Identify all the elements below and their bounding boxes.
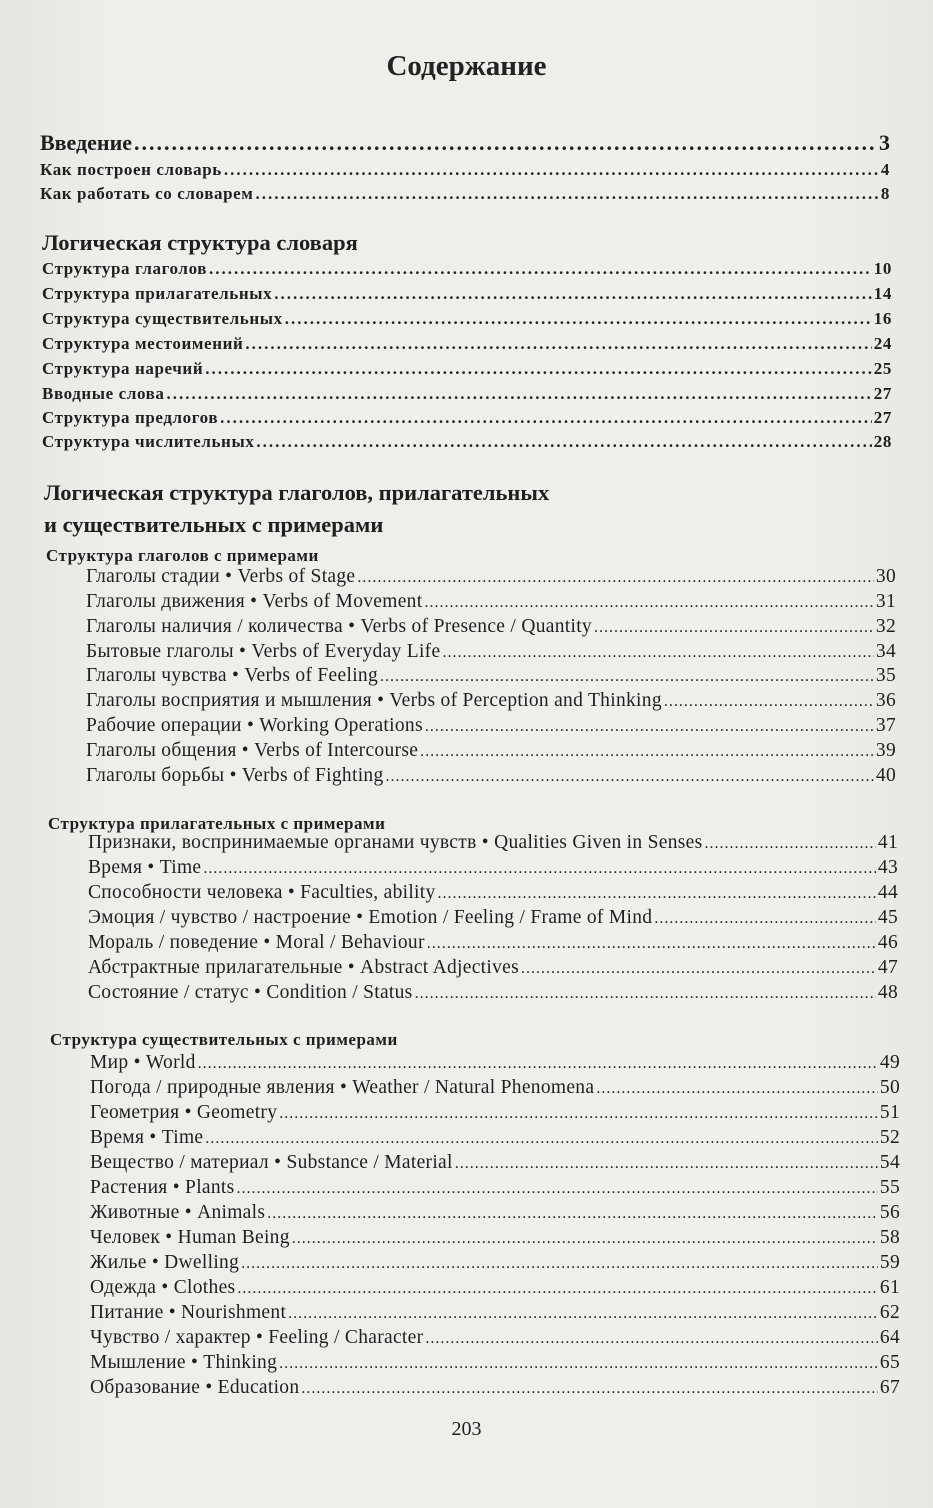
- leader-dots: [301, 1380, 877, 1398]
- toc-entry-label: Время • Time: [90, 1127, 204, 1148]
- leader-dots: [220, 408, 872, 428]
- toc-entry-label: Мораль / поведение • Moral / Behaviour: [88, 932, 425, 953]
- toc-entry-label: Как работать со словарем: [40, 184, 254, 203]
- toc-entry-label: Глаголы наличия / количества • Verbs of Presence / Quantity: [86, 616, 592, 637]
- toc-entry-page: 56: [879, 1202, 900, 1223]
- toc-entry-page: 52: [879, 1127, 900, 1148]
- toc-entry: [90, 1227, 900, 1249]
- toc-entry: [88, 932, 898, 954]
- leader-dots: [425, 1330, 877, 1348]
- toc-entry: [88, 957, 898, 979]
- toc-entry-page: 27: [873, 408, 892, 427]
- leader-dots: [386, 768, 874, 786]
- toc-entry-label: Структура существительных: [42, 309, 283, 328]
- toc-entry-page: 44: [877, 882, 898, 903]
- leader-dots: [654, 910, 876, 928]
- toc-entry: [86, 665, 896, 687]
- toc-entry-page: 48: [877, 982, 898, 1003]
- toc-entry-label: Структура прилагательных: [42, 284, 273, 303]
- leader-dots: [288, 1305, 878, 1323]
- toc-entry-page: 34: [875, 641, 896, 662]
- toc-entry-label: Структура числительных: [42, 432, 255, 451]
- leader-dots: [209, 259, 872, 279]
- toc-entry: [90, 1302, 900, 1324]
- toc-entry-page: 4: [880, 160, 890, 179]
- toc-entry: [86, 765, 896, 787]
- toc-entry-label: Вещество / материал • Substance / Material: [90, 1152, 453, 1173]
- toc-entry: [88, 907, 898, 929]
- toc-entry-page: 61: [879, 1277, 900, 1298]
- toc-entry-label: Способности человека • Faculties, ability: [88, 882, 436, 903]
- toc-entry-page: 27: [873, 384, 892, 403]
- toc-entry-page: 31: [875, 591, 896, 612]
- toc-entry-page: 62: [879, 1302, 900, 1323]
- toc-entry-page: 35: [875, 665, 896, 686]
- toc-entry: [40, 184, 890, 204]
- toc-entry-label: Глаголы восприятия и мышления • Verbs of Perception and Thinking: [86, 690, 662, 711]
- toc-entry: [90, 1127, 900, 1149]
- toc-entry-page: 41: [877, 832, 898, 853]
- toc-entry-page: 47: [877, 957, 898, 978]
- toc-entry-page: 36: [875, 690, 896, 711]
- toc-entry-label: Состояние / статус • Condition / Status: [88, 982, 413, 1003]
- toc-entry: [42, 432, 892, 452]
- toc-entry: [90, 1152, 900, 1174]
- subsection-heading: Структура существительных с примерами: [50, 1030, 398, 1049]
- toc-entry: [42, 284, 892, 304]
- toc-entry-label: Структура наречий: [42, 359, 204, 378]
- subsection-heading: Структура глаголов с примерами: [46, 546, 319, 565]
- toc-entry-page: 65: [879, 1352, 900, 1373]
- leader-dots: [425, 718, 874, 736]
- toc-entry-page: 43: [877, 857, 898, 878]
- leader-dots: [205, 1130, 878, 1148]
- toc-entry: [90, 1252, 900, 1274]
- toc-entry-label: Мир • World: [90, 1052, 196, 1073]
- toc-entry-page: 39: [875, 740, 896, 761]
- toc-entry: [42, 359, 892, 379]
- toc-entry-label: Человек • Human Being: [90, 1227, 290, 1248]
- leader-dots: [664, 693, 874, 711]
- leader-dots: [455, 1155, 878, 1173]
- toc-entry-label: Структура местоимений: [42, 334, 244, 353]
- leader-dots: [198, 1055, 878, 1073]
- section-heading-line2: и существительных с примерами: [44, 512, 384, 537]
- toc-entry-label: Одежда • Clothes: [90, 1277, 236, 1298]
- toc-entry-label: Рабочие операции • Working Operations: [86, 715, 423, 736]
- toc-entry: [90, 1327, 900, 1349]
- toc-entry-label: Бытовые глаголы • Verbs of Everyday Life: [86, 641, 441, 662]
- toc-entry-page: 59: [879, 1252, 900, 1273]
- leader-dots: [521, 960, 876, 978]
- toc-entry: [88, 882, 898, 904]
- toc-entry: [88, 982, 898, 1004]
- leader-dots: [415, 985, 876, 1003]
- leader-dots: [292, 1230, 878, 1248]
- leader-dots: [424, 594, 873, 612]
- leader-dots: [203, 860, 876, 878]
- toc-entry-label: Глаголы общения • Verbs of Intercourse: [86, 740, 419, 761]
- toc-entry-label: Глаголы стадии • Verbs of Stage: [86, 566, 356, 587]
- toc-entry-label: Животные • Animals: [90, 1202, 266, 1223]
- toc-entry: [42, 408, 892, 428]
- toc-entry-label: Вводные слова: [42, 384, 165, 403]
- toc-entry-page: 67: [879, 1377, 900, 1398]
- toc-entry-label: Как построен словарь: [40, 160, 222, 179]
- leader-dots: [245, 334, 871, 354]
- toc-entry: [88, 832, 898, 854]
- page-number: 203: [451, 1418, 482, 1440]
- toc-entry: [86, 566, 896, 588]
- leader-dots: [594, 619, 874, 637]
- leader-dots: [134, 130, 877, 156]
- toc-entry-label: Глаголы чувства • Verbs of Feeling: [86, 665, 379, 686]
- toc-entry: [90, 1177, 900, 1199]
- toc-entry-label: Структура глаголов: [42, 259, 208, 278]
- toc-entry-page: 50: [879, 1077, 900, 1098]
- toc-entry-label: Чувство / характер • Feeling / Character: [90, 1327, 424, 1348]
- toc-entry: [86, 690, 896, 712]
- toc-entry-page: 49: [879, 1052, 900, 1073]
- leader-dots: [380, 668, 874, 686]
- toc-entry-page: 64: [879, 1327, 900, 1348]
- toc-entry-label: Глаголы движения • Verbs of Movement: [86, 591, 423, 612]
- leader-dots: [267, 1205, 878, 1223]
- leader-dots: [256, 432, 871, 452]
- toc-entry-page: 58: [879, 1227, 900, 1248]
- leader-dots: [205, 359, 872, 379]
- toc-entry-label: Образование • Education: [90, 1377, 300, 1398]
- toc-entry-page: 54: [879, 1152, 900, 1173]
- toc-entry-page: 3: [879, 130, 890, 155]
- leader-dots: [438, 885, 876, 903]
- subsection-heading: Структура прилагательных с примерами: [48, 814, 386, 833]
- toc-entry: [42, 384, 892, 404]
- section-heading: Логическая структура словаря: [42, 230, 358, 255]
- leader-dots: [237, 1280, 877, 1298]
- toc-entry: [42, 259, 892, 279]
- toc-entry: [90, 1077, 900, 1099]
- toc-entry-label: Погода / природные явления • Weather / Natural Phenomena: [90, 1077, 595, 1098]
- leader-dots: [705, 835, 876, 853]
- toc-entry-label: Признаки, воспринимаемые органами чувств • Qualities Given in Senses: [88, 832, 703, 853]
- leader-dots: [285, 309, 872, 329]
- leader-dots: [224, 160, 879, 180]
- leader-dots: [167, 384, 872, 404]
- leader-dots: [442, 644, 873, 662]
- toc-entry-label: Мышление • Thinking: [90, 1352, 278, 1373]
- toc-entry-page: 8: [880, 184, 890, 203]
- toc-entry-label: Эмоция / чувство / настроение • Emotion / Feeling / Frame of Mind: [88, 907, 653, 928]
- toc-entry-page: 32: [875, 616, 896, 637]
- toc-entry-page: 24: [873, 334, 892, 353]
- toc-entry-label: Растения • Plants: [90, 1177, 235, 1198]
- toc-entry: [86, 740, 896, 762]
- toc-entry-label: Абстрактные прилагательные • Abstract Adjectives: [88, 957, 520, 978]
- toc-entry-label: Структура предлогов: [42, 408, 219, 427]
- leader-dots: [274, 284, 872, 304]
- leader-dots: [427, 935, 876, 953]
- toc-entry-label: Глаголы борьбы • Verbs of Fighting: [86, 765, 384, 786]
- section-heading: Логическая структура глаголов, прилагательных: [44, 480, 550, 505]
- toc-entry: [86, 616, 896, 638]
- toc-entry-page: 14: [873, 284, 892, 303]
- toc-entry-page: 55: [879, 1177, 900, 1198]
- toc-entry: [86, 715, 896, 737]
- toc-entry-page: 28: [873, 432, 892, 451]
- toc-entry-page: 37: [875, 715, 896, 736]
- leader-dots: [279, 1105, 878, 1123]
- leader-dots: [255, 184, 878, 204]
- toc-entry: [90, 1102, 900, 1124]
- toc-entry: [90, 1052, 900, 1074]
- toc-entry: [90, 1352, 900, 1374]
- toc-entry: [42, 309, 892, 329]
- toc-entry-page: 25: [873, 359, 892, 378]
- toc-entry-page: 10: [873, 259, 892, 278]
- leader-dots: [241, 1255, 878, 1273]
- leader-dots: [279, 1355, 878, 1373]
- toc-entry-label: Геометрия • Geometry: [90, 1102, 278, 1123]
- page-title: Содержание: [386, 50, 547, 82]
- toc-entry-page: 40: [875, 765, 896, 786]
- toc-entry: [86, 641, 896, 663]
- leader-dots: [357, 569, 874, 587]
- leader-dots: [237, 1180, 878, 1198]
- toc-entry-page: 51: [879, 1102, 900, 1123]
- toc-entry: [86, 591, 896, 613]
- toc-entry-label: Введение: [40, 130, 133, 155]
- toc-entry-label: Время • Time: [88, 857, 202, 878]
- toc-entry: [40, 130, 890, 156]
- toc-entry-page: 46: [877, 932, 898, 953]
- toc-entry: [90, 1277, 900, 1299]
- toc-entry: [90, 1377, 900, 1399]
- toc-entry: [42, 334, 892, 354]
- toc-entry-page: 45: [877, 907, 898, 928]
- leader-dots: [596, 1080, 878, 1098]
- toc-entry-label: Жилье • Dwelling: [90, 1252, 240, 1273]
- toc-entry: [90, 1202, 900, 1224]
- toc-entry: [40, 160, 890, 180]
- toc-entry-page: 30: [875, 566, 896, 587]
- toc-entry: [88, 857, 898, 879]
- toc-entry-label: Питание • Nourishment: [90, 1302, 287, 1323]
- toc-entry-page: 16: [873, 309, 892, 328]
- leader-dots: [420, 743, 874, 761]
